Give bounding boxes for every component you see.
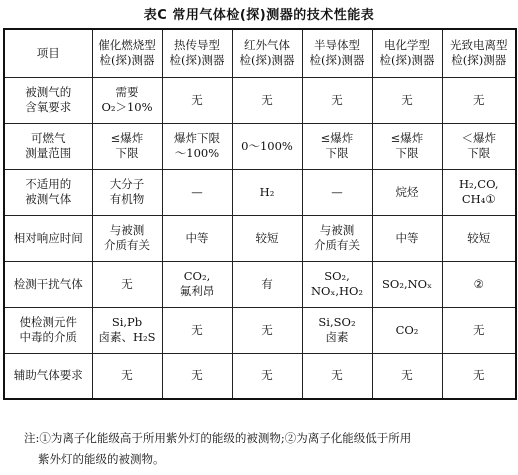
table-cell: —	[302, 169, 372, 215]
header-cell: 催化燃烧型 检(探)测器	[92, 29, 162, 77]
table-cell: 无	[92, 261, 162, 307]
table-cell: SO₂, NOₓ,HO₂	[302, 261, 372, 307]
table-cell: 无	[232, 353, 302, 399]
table-cell: 与被测 介质有关	[302, 215, 372, 261]
table-cell: 烷烃	[372, 169, 442, 215]
table-cell: 无	[442, 77, 516, 123]
table-cell: 较短	[232, 215, 302, 261]
table-row	[4, 307, 516, 353]
table-cell: 无	[232, 77, 302, 123]
header-cell: 红外气体 检(探)测器	[232, 29, 302, 77]
table-cell: H₂,CO, CH₄①	[442, 169, 516, 215]
row-header-cell: 可燃气 测量范围	[4, 123, 92, 169]
table-cell: —	[162, 169, 232, 215]
table-cell: Si,Pb 卤素、H₂S	[92, 307, 162, 353]
table-cell: 爆炸下限 ～100%	[162, 123, 232, 169]
table-cell: 与被测 介质有关	[92, 215, 162, 261]
table-cell: CO₂, 氟利昂	[162, 261, 232, 307]
table-cell: SO₂,NOₓ	[372, 261, 442, 307]
table-cell: 较短	[442, 215, 516, 261]
table-row	[4, 353, 516, 399]
table-cell: 中等	[372, 215, 442, 261]
table-cell: 无	[372, 77, 442, 123]
table-cell: 大分子 有机物	[92, 169, 162, 215]
table-cell: 无	[92, 353, 162, 399]
table-cell: ②	[442, 261, 516, 307]
footnote-line: 紫外灯的能级的被测物。	[38, 452, 165, 466]
table-cell: 无	[162, 307, 232, 353]
footnote-line: 注:①为离子化能级高于所用紫外灯的能级的被测物;②为离子化能级低于所用	[24, 431, 412, 445]
row-header-cell: 相对响应时间	[4, 215, 92, 261]
table-header-row	[4, 29, 516, 77]
table-title: 表C 常用气体检(探)测器的技术性能表	[143, 8, 375, 23]
table-cell: ＜爆炸 下限	[442, 123, 516, 169]
header-cell: 热传导型 检(探)测器	[162, 29, 232, 77]
spec-table	[3, 28, 517, 400]
table-cell: ≤爆炸 下限	[372, 123, 442, 169]
table-cell: 0～100%	[232, 123, 302, 169]
table-cell: H₂	[232, 169, 302, 215]
table-cell: 无	[232, 307, 302, 353]
header-cell: 半导体型 检(探)测器	[302, 29, 372, 77]
table-cell: ≤爆炸 下限	[92, 123, 162, 169]
row-header-cell: 被测气的 含氧要求	[4, 77, 92, 123]
table-cell: 无	[162, 353, 232, 399]
table-row	[4, 77, 516, 123]
table-footnote	[24, 428, 514, 470]
table-cell: 无	[302, 77, 372, 123]
header-cell: 电化学型 检(探)测器	[372, 29, 442, 77]
table-cell: 无	[442, 353, 516, 399]
table-cell: 无	[302, 353, 372, 399]
row-header-cell: 辅助气体要求	[4, 353, 92, 399]
table-row	[4, 169, 516, 215]
table-cell: 需要 O₂＞10%	[92, 77, 162, 123]
table-cell: Si,SO₂ 卤素	[302, 307, 372, 353]
row-header-cell: 使检测元件 中毒的介质	[4, 307, 92, 353]
header-cell: 项目	[4, 29, 92, 77]
table-cell: 无	[162, 77, 232, 123]
table-cell: 无	[372, 353, 442, 399]
table-row	[4, 123, 516, 169]
row-header-cell: 检测干扰气体	[4, 261, 92, 307]
table-row	[4, 215, 516, 261]
table-cell: 无	[442, 307, 516, 353]
table-cell: 有	[232, 261, 302, 307]
table-cell: 中等	[162, 215, 232, 261]
table-row	[4, 261, 516, 307]
table-cell: ≤爆炸 下限	[302, 123, 372, 169]
table-cell: CO₂	[372, 307, 442, 353]
row-header-cell: 不适用的 被测气体	[4, 169, 92, 215]
header-cell: 光致电离型 检(探)测器	[442, 29, 516, 77]
